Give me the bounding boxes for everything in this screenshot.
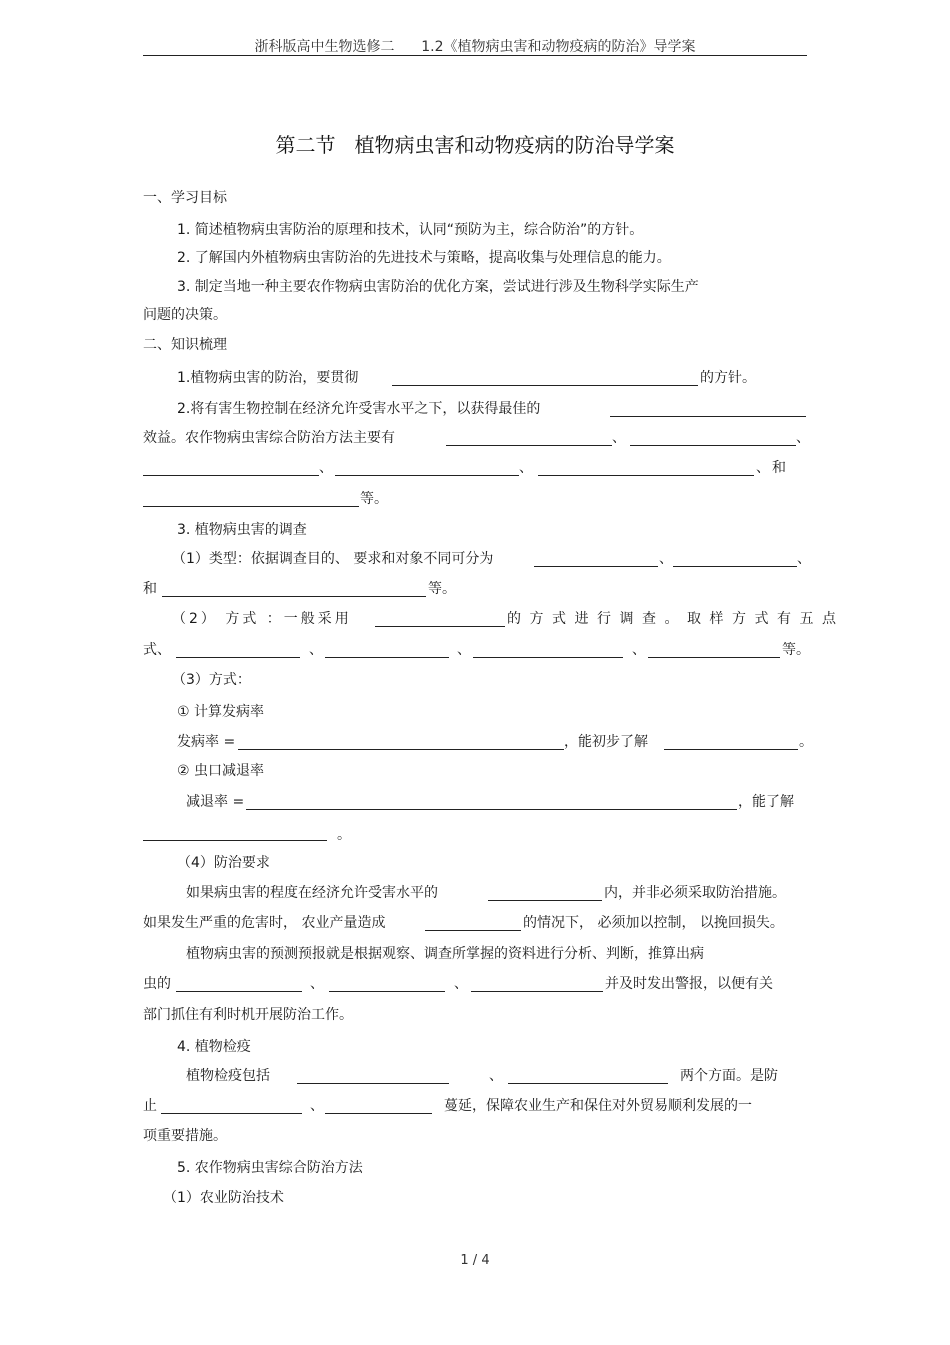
conjunction-and: 和: [772, 460, 786, 476]
blank-policy: [392, 385, 698, 386]
item3-heading: 3. 植物病虫害的调查: [177, 522, 307, 538]
header-rule: [143, 55, 807, 56]
goal-2: 2. 了解国内外植物病虫害防治的先进技术与策略，提高收集与处理信息的能力。: [177, 250, 671, 266]
header-course: 浙科版高中生物选修二: [254, 39, 395, 55]
separator: 、: [309, 642, 323, 658]
period: 。: [337, 827, 351, 843]
header-lesson: 1.2《植物病虫害和动物疫病的防治》导学案: [421, 39, 696, 55]
blank-incidence-understand: [664, 749, 798, 750]
item2-end: 等。: [360, 491, 388, 507]
blank-reduction-formula: [246, 809, 737, 810]
goal-1: 1. 简述植物病虫害防治的原理和技术，认同“预防为主，综合防治”的方针。: [177, 222, 644, 238]
item3-2-end: 等。: [782, 642, 810, 658]
item2-line2: 效益。农作物病虫害综合防治方法主要有: [143, 430, 395, 446]
item4-text-c: 止: [143, 1098, 157, 1114]
blank-method-1: [446, 445, 612, 446]
separator: 、: [519, 460, 533, 476]
item5-1: （1）农业防治技术: [163, 1190, 284, 1206]
item3-1-end: 等。: [428, 581, 456, 597]
item4-text-d: 蔓延，保障农业生产和保住对外贸易顺利发展的一: [444, 1098, 752, 1114]
blank-sampling-1: [176, 657, 300, 658]
item1-end: 的方针。: [700, 370, 756, 386]
separator: 、: [457, 642, 471, 658]
blank-benefit: [610, 416, 806, 417]
blank-method-4: [335, 475, 519, 476]
blank-forecast-1: [176, 991, 302, 992]
blank-quarantine-2: [508, 1083, 668, 1084]
item3-1-text: （1）类型：依据调查目的、 要求和对象不同可分为: [172, 551, 494, 567]
separator: 、: [454, 976, 468, 992]
blank-type-1: [534, 566, 658, 567]
separator: 、: [310, 1098, 324, 1114]
separator: 、: [489, 1068, 503, 1084]
blank-survey-method: [375, 626, 505, 627]
item3-4-text-a: 如果病虫害的程度在经济允许受害水平的: [186, 885, 438, 901]
item3-2-text: （2） 方式 ：一般采用: [172, 611, 352, 627]
page-header: [143, 36, 807, 56]
item4-heading: 4. 植物检疫: [177, 1039, 251, 1055]
blank-forecast-2: [329, 991, 445, 992]
item3-4-text-b: 内，并非必须采取防治措施。: [604, 885, 786, 901]
item3-4-text-c: 如果发生严重的危害时， 农业产量造成: [143, 915, 386, 931]
item2-text: 2.将有害生物控制在经济允许受害水平之下，以获得最佳的: [177, 401, 541, 417]
blank-type-2: [673, 566, 797, 567]
section-heading-goals: 一、学习目标: [143, 190, 227, 206]
separator: 、: [756, 460, 770, 476]
blank-sampling-4: [648, 657, 780, 658]
blank-forecast-3: [471, 991, 603, 992]
page-title: 第二节 植物病虫害和动物疫病的防治导学案: [275, 133, 675, 157]
item3-2-text-b: 的方式进行调查。取样方式有五点: [507, 611, 845, 627]
incidence-formula-label: 发病率 =: [177, 734, 236, 750]
separator: 、: [612, 430, 626, 446]
blank-method-5: [538, 475, 754, 476]
forecast-text-b: 虫的: [143, 976, 171, 992]
blank-reduction-understand: [143, 840, 327, 841]
blank-sampling-3: [473, 657, 623, 658]
item3-3-heading: （3）方式：: [172, 672, 251, 688]
item3-3-1: ① 计算发病率: [177, 704, 265, 720]
blank-method-3: [143, 475, 319, 476]
item4-text-a: 植物检疫包括: [186, 1068, 270, 1084]
item3-4-heading: （4）防治要求: [177, 855, 270, 871]
reduction-formula-label: 减退率 =: [186, 794, 245, 810]
goal-3-line1: 3. 制定当地一种主要农作物病虫害防治的优化方案，尝试进行涉及生物科学实际生产: [177, 279, 699, 295]
conjunction-and: 和: [143, 581, 157, 597]
separator: 、: [319, 460, 333, 476]
separator: 、: [797, 551, 811, 567]
item4-text-e: 项重要措施。: [143, 1128, 227, 1144]
separator: 、: [632, 642, 646, 658]
period: 。: [799, 734, 813, 750]
blank-method-2: [630, 445, 796, 446]
forecast-text-d: 部门抓住有利时机开展防治工作。: [143, 1007, 353, 1023]
item3-4-text-d: 的情况下， 必须加以控制， 以挽回损失。: [523, 915, 784, 931]
item5-heading: 5. 农作物病虫害综合防治方法: [177, 1160, 363, 1176]
blank-method-6: [143, 506, 359, 507]
item4-text-b: 两个方面。是防: [680, 1068, 778, 1084]
separator: 、: [796, 430, 810, 446]
blank-quarantine-1: [297, 1083, 449, 1084]
reduction-end: ，能了解: [738, 794, 794, 810]
blank-tolerance-range: [488, 900, 602, 901]
blank-quarantine-4: [325, 1113, 432, 1114]
forecast-text-c: 并及时发出警报，以便有关: [605, 976, 773, 992]
forecast-text-a: 植物病虫害的预测预报就是根据观察、调查所掌握的资料进行分析、判断，推算出病: [186, 946, 704, 962]
item3-3-2: ② 虫口减退率: [177, 763, 265, 779]
blank-sampling-2: [325, 657, 449, 658]
page-number: 1 / 4: [460, 1253, 490, 1268]
section-heading-knowledge: 二、知识梳理: [143, 337, 227, 353]
goal-3-line2: 问题的决策。: [143, 307, 227, 323]
blank-yield-impact: [425, 930, 521, 931]
separator: 、: [310, 976, 324, 992]
blank-incidence-formula: [238, 749, 564, 750]
blank-type-3: [162, 596, 426, 597]
item1-text: 1.植物病虫害的防治，要贯彻: [177, 370, 359, 386]
item3-2-line2: 式、: [143, 642, 171, 658]
separator: 、: [659, 551, 673, 567]
blank-quarantine-3: [161, 1113, 302, 1114]
incidence-mid: ，能初步了解: [564, 734, 648, 750]
